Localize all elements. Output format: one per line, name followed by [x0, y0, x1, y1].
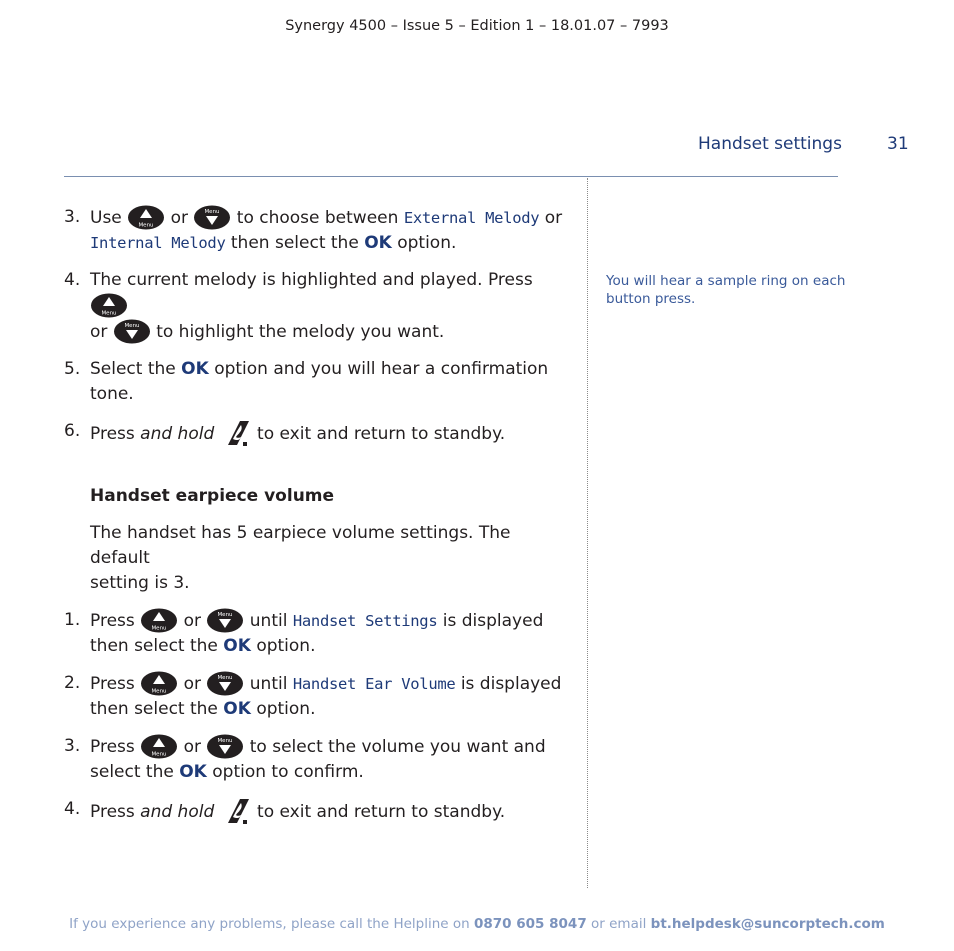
helpline-phone: 0870 605 8047 — [473, 916, 587, 932]
step-number: 4. — [64, 799, 81, 819]
display-text-handset-ear-volume: Handset Ear Volume — [292, 675, 456, 693]
step-number: 1. — [64, 610, 81, 630]
display-text-internal-melody: Internal Melody — [90, 234, 226, 252]
step-text: Select the — [90, 359, 176, 379]
end-call-key-icon — [220, 419, 252, 447]
down-menu-key-icon — [113, 319, 151, 344]
footer-text: If you experience any problems, please call the Helpline on — [69, 916, 470, 932]
up-menu-key-icon — [140, 671, 178, 696]
step-text: Press — [90, 611, 135, 631]
end-call-key-icon — [220, 797, 252, 825]
step-text: or — [544, 208, 563, 228]
step-number: 5. — [64, 359, 81, 379]
step-text: or — [183, 737, 201, 757]
emphasis-text: and hold — [140, 802, 215, 822]
step-text: to exit and return to standby. — [257, 424, 506, 444]
ring-step-3 — [64, 205, 569, 256]
step-text: option. — [397, 233, 457, 253]
up-menu-key-icon — [127, 205, 165, 230]
ring-step-6 — [64, 419, 569, 447]
step-text: Press — [90, 802, 135, 822]
step-text: option and you will hear a confirmation — [214, 359, 549, 379]
ring-step-5 — [64, 357, 569, 407]
step-text: until — [249, 611, 288, 631]
earpiece-step-4 — [64, 797, 569, 825]
step-number: 3. — [64, 207, 81, 227]
down-menu-key-icon — [206, 734, 244, 759]
step-text: then select the — [90, 699, 218, 719]
ok-option: OK — [179, 762, 207, 782]
up-menu-key-icon — [140, 608, 178, 633]
step-text: or — [183, 611, 201, 631]
step-text: Press — [90, 424, 135, 444]
header-rule — [64, 176, 838, 177]
step-text: to choose between — [236, 208, 399, 228]
ok-option: OK — [223, 636, 251, 656]
step-text: or — [183, 674, 201, 694]
running-head: Synergy 4500 – Issue 5 – Edition 1 – 18.01.07 – 7993 — [285, 18, 669, 34]
section-title: Handset settings — [698, 134, 842, 154]
step-text: then select the — [230, 233, 359, 253]
step-text: select the — [90, 762, 174, 782]
down-menu-key-icon — [193, 205, 231, 230]
step-text: Press — [90, 674, 135, 694]
intro-text: The handset has 5 earpiece volume settings. The default — [90, 523, 511, 568]
step-text: or — [170, 208, 188, 228]
step-text: tone. — [90, 384, 134, 404]
step-text: The current melody is highlighted and played. Press — [90, 270, 533, 290]
page-number: 31 — [887, 134, 909, 154]
step-text: option to confirm. — [212, 762, 364, 782]
step-text: until — [249, 674, 288, 694]
step-text: is displayed — [442, 611, 544, 631]
step-text: Use — [90, 208, 122, 228]
step-text: to highlight the melody you want. — [156, 322, 445, 342]
step-text: is displayed — [460, 674, 562, 694]
step-number: 4. — [64, 270, 81, 290]
ok-option: OK — [364, 233, 392, 253]
step-text: option. — [256, 699, 316, 719]
up-menu-key-icon — [140, 734, 178, 759]
step-number: 6. — [64, 421, 81, 441]
up-menu-key-icon — [90, 293, 128, 318]
earpiece-step-2 — [64, 671, 569, 722]
step-text: to select the volume you want and — [249, 737, 546, 757]
intro-text: setting is 3. — [90, 573, 190, 593]
footer-text: or email — [591, 916, 647, 932]
ok-option: OK — [181, 359, 209, 379]
step-number: 3. — [64, 736, 81, 756]
earpiece-step-1 — [64, 608, 569, 659]
down-menu-key-icon — [206, 671, 244, 696]
column-divider — [587, 178, 588, 888]
emphasis-text: and hold — [140, 424, 215, 444]
main-column — [64, 205, 569, 825]
step-text: Press — [90, 737, 135, 757]
ring-step-4 — [64, 268, 569, 345]
step-number: 2. — [64, 673, 81, 693]
intro-paragraph — [64, 521, 569, 596]
ok-option: OK — [223, 699, 251, 719]
side-note: You will hear a sample ring on each button press. — [606, 273, 846, 307]
helpdesk-email: bt.helpdesk@suncorptech.com — [650, 916, 885, 932]
display-text-external-melody: External Melody — [403, 209, 540, 227]
down-menu-key-icon — [206, 608, 244, 633]
subsection-heading: Handset earpiece volume — [90, 486, 335, 506]
step-text: or — [90, 322, 108, 342]
step-text: to exit and return to standby. — [257, 802, 506, 822]
helpline-footer — [0, 916, 954, 932]
step-text: option. — [256, 636, 316, 656]
step-text: then select the — [90, 636, 218, 656]
earpiece-step-3 — [64, 734, 569, 785]
display-text-handset-settings: Handset Settings — [292, 612, 438, 630]
